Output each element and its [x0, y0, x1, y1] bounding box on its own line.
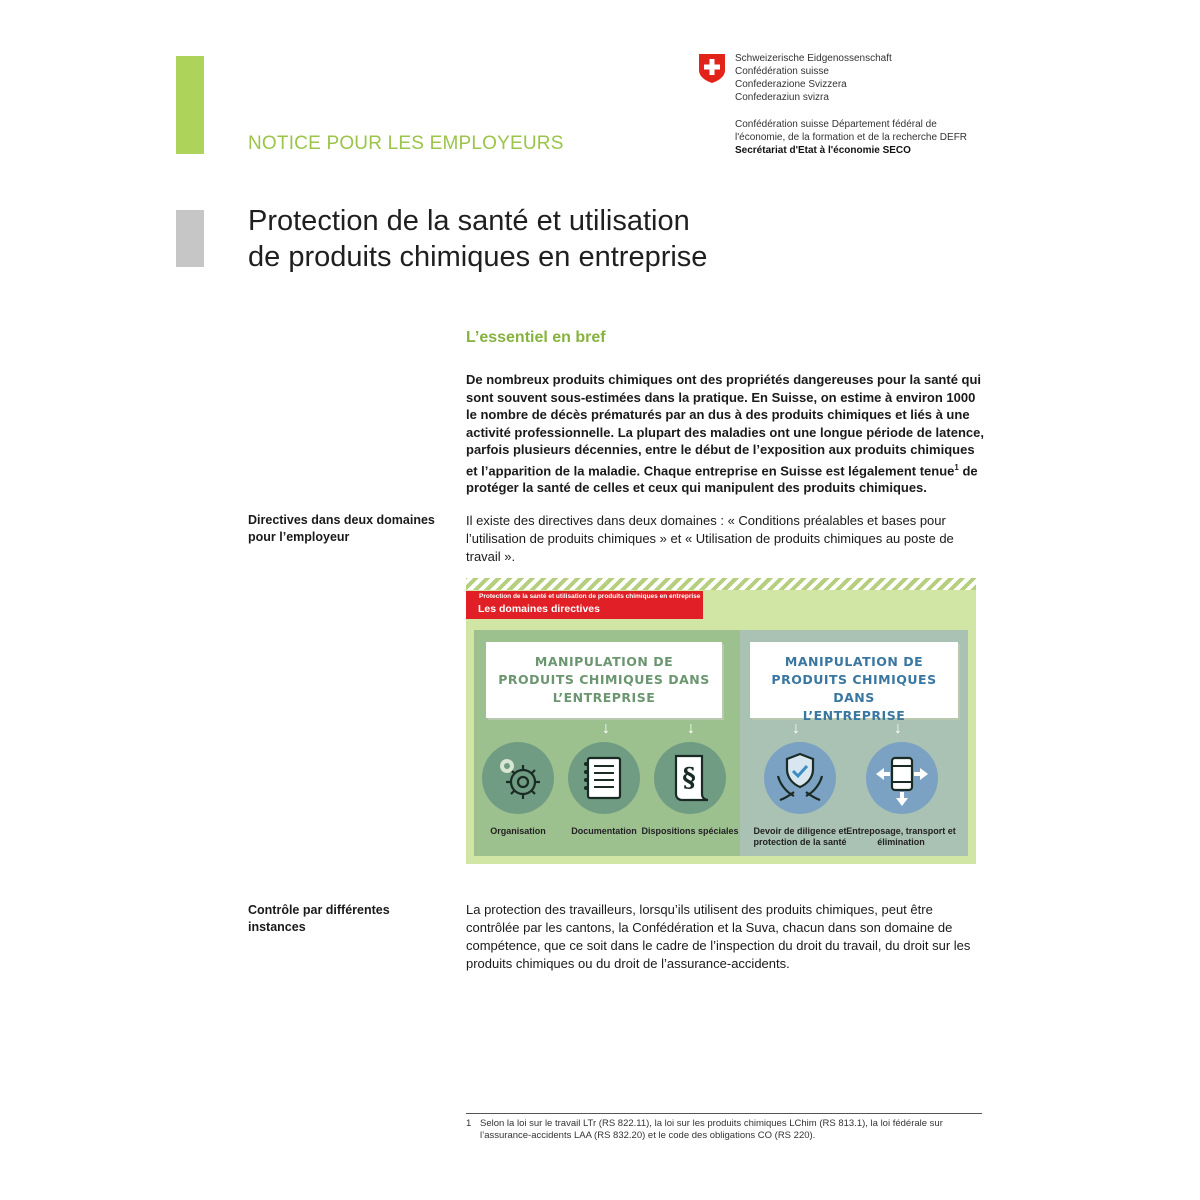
item-label-entreposage: Entreposage, transport et élimination: [846, 826, 956, 847]
title-line-1: Protection de la santé et utilisation: [248, 205, 690, 237]
notice-label: NOTICE POUR LES EMPLOYEURS: [248, 133, 564, 154]
arrow-down-icon: ↓: [792, 720, 800, 737]
footnote-number: 1: [466, 1118, 472, 1129]
infographic-header: [466, 591, 703, 619]
infographic-subtitle: Protection de la santé et utilisation de produits chimiques en entreprise: [479, 593, 701, 600]
infographic-title: Les domaines directives: [478, 603, 600, 615]
item-label-dispositions: Dispositions spéciales: [641, 826, 739, 836]
controle-text: La protection des travailleurs, lorsqu’ils utilisent des produits chimiques, peut être contrôlée par les cantons, la Confédération et la Suva, chacun dans son domaine de compétence, que ce soit dans le cadre de l’inspection du droit du travail, du droit sur les produits chimiques ou du droit de l’assurance-accidents.: [466, 902, 971, 971]
item-label-diligence: Devoir de diligence et protection de la santé: [753, 826, 847, 847]
arrow-down-icon: ↓: [602, 720, 610, 737]
department-line-1: Confédération suisse Département fédéral de: [735, 119, 937, 130]
right-panel-heading: [750, 642, 958, 723]
svg-text:§: §: [682, 763, 696, 793]
right-heading-line-2: PRODUITS CHIMIQUES DANS: [771, 672, 937, 705]
left-panel-heading: [486, 642, 722, 718]
footnote-ref: 1: [954, 462, 959, 472]
left-panel: [474, 630, 742, 856]
left-heading-line-1: MANIPULATION DE: [534, 654, 674, 669]
directives-text: Il existe des directives dans deux domaines : « Conditions préalables et bases pour l’utilisation de produits chimiques » et « Utilisation de produits chimiques au poste de travail ».: [466, 513, 954, 564]
right-panel: [740, 630, 968, 856]
confederation-name-it: Confederazione Svizzera: [735, 79, 847, 90]
infographic: [466, 578, 976, 864]
intro-paragraph: [466, 371, 986, 497]
essentiel-heading: L’essentiel en bref: [466, 329, 606, 346]
arrow-down-icon: ↓: [687, 720, 695, 737]
directives-label: Directives dans deux domaines pour l’employeur: [248, 513, 435, 544]
confederation-names: [735, 52, 892, 104]
right-heading-line-1: MANIPULATION DE: [784, 654, 924, 669]
right-heading-line-3: L’ENTREPRISE: [802, 708, 906, 723]
footnote-text: Selon la loi sur le travail LTr (RS 822.11), la loi sur les produits chimiques LChim (RS 813.1), la loi fédérale sur l’assurance-accidents LAA (RS 832.20) et le code des obligations CO (RS 220).: [480, 1118, 943, 1141]
green-accent-bar: [176, 56, 204, 154]
item-label-documentation: Documentation: [571, 826, 637, 836]
confederation-name-de: Schweizerische Eidgenossenschaft: [735, 53, 892, 64]
confederation-name-rm: Confederaziun svizra: [735, 92, 829, 103]
barrel-arrows-icon: [866, 742, 938, 814]
department-line-2: l'économie, de la formation et de la recherche DEFR: [735, 132, 968, 143]
title-line-2: de produits chimiques en entreprise: [248, 241, 708, 273]
left-heading-line-3: L’ENTREPRISE: [552, 690, 656, 705]
arrow-down-icon: ↓: [894, 720, 902, 737]
paragraph-scroll-icon: [654, 742, 726, 814]
gear-icon: [482, 742, 554, 814]
confederation-name-fr: Confédération suisse: [735, 66, 829, 77]
secretariat-name: Secrétariat d'Etat à l'économie SECO: [735, 145, 911, 156]
page-title: [248, 203, 808, 275]
hatch-stripe: [466, 578, 976, 590]
item-label-organisation: Organisation: [490, 826, 546, 836]
left-heading-line-2: PRODUITS CHIMIQUES DANS: [498, 672, 710, 687]
shield-hands-icon: [764, 742, 836, 814]
swiss-cross-icon: [698, 53, 726, 84]
department-info: [735, 118, 1005, 157]
controle-label: Contrôle par différentes instances: [248, 903, 390, 934]
binder-icon: [568, 742, 640, 814]
gray-accent-bar: [176, 210, 204, 267]
intro-text: De nombreux produits chimiques ont des propriétés dangereuses pour la santé qui sont souvent sous-estimées dans la pratique. En Suisse, on estime à environ 1000 le nombre de décès prématurés par an dus à des produits chimiques et liés à une activité professionnelle. La plupart des maladies ont une longue période de latence, parfois plusieurs décennies, entre le début de l’exposition aux produits chimiques et l’apparition de la maladie. Chaque entreprise en Suisse est légalement tenue: [466, 372, 984, 478]
footnote-divider: [466, 1113, 982, 1114]
intro-text-end: de protéger la santé de celles et ceux qui manipulent des produits chimiques.: [466, 462, 978, 496]
